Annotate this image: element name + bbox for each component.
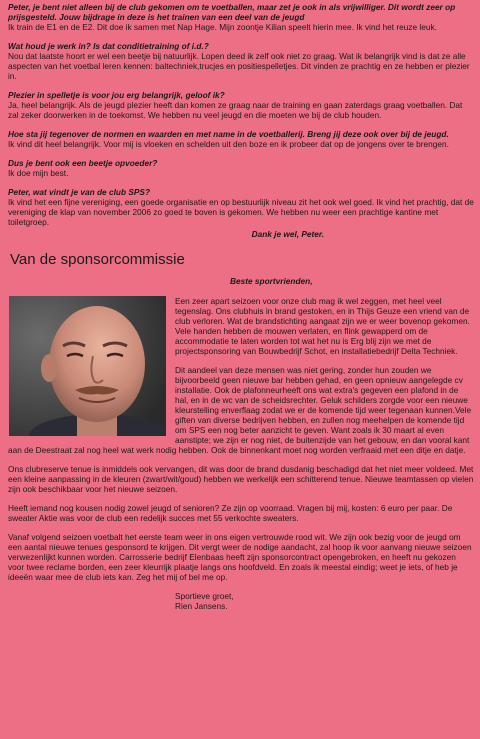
paragraph: Ons clubreserve tenue is inmiddels ook vervangen, dit was door de brand dusdanig beschadigd dat het niet meer voldeed. Met een kleine aanpassing in de kleuren (zwart/wit/goud) hebben we werkelijk een schitterend tenue. Nieuwe teamtassen op vielen zijn ook beschikbaar voor het nieuwe seizoen. — [8, 464, 474, 494]
sponsor-section — [8, 276, 474, 611]
portrait-photo — [9, 296, 166, 436]
qa-block — [8, 187, 474, 227]
qa-block — [8, 158, 474, 178]
answer: Ik train de E1 en de E2. Dit doe ik samen met Nap Hage. Mijn zoontje Kilian speelt hierin mee. Ik vind het reuze leuk. — [8, 22, 437, 32]
question: Plezier in spelletje is voor jou erg belangrijk, geloof ik? — [8, 90, 225, 100]
interview-thanks: Dank je wel, Peter. — [251, 229, 324, 239]
question: Hoe sta jij tegenover de normen en waarden en met name in de voetballerij. Breng jij deze ook over bij de jeugd. — [8, 129, 449, 139]
answer: Ja, heel belangrijk. Als de jeugd plezier heeft dan komen ze graag naar de training en gaan zaterdags graag voetballen. Dat zal zeker doorwerken in de toekomst. We hebben nu veel jeugd en die moeten we bij de club houden. — [8, 100, 463, 120]
paragraph: Een zeer apart seizoen voor onze club mag ik wel zeggen, met heel veel tegenslag. Ons clubhuis in brand gestoken, en in Thijs Geuze een vriend van de club verloren. Wat de brandstichting aangaat zijn we er weer bovenop gekomen. Vele handen hebben de mouwen verlaten, en flink gewapperd om de accommodatie te laten worden tot wat het nu is Erg blij zijn we met de projectsponsoring van Bouwbedrijf Schot, en installatiebedrijf Delta Techniek. — [175, 296, 470, 356]
qa-block — [8, 41, 474, 81]
closing: Sportieve groet, — [175, 591, 234, 601]
answer: Nou dat laatste hoort er wel een beetje bij natuurlijk. Lopen deed ik zelf ook niet zo graag. Wat ik belangrijk vind is dat ze alle aspecten van het voetbal leren kennen: baltechniek,trucjes en positiespelletjes. Dit vinden ze prachtig en ze hebben er plezier in. — [8, 51, 470, 81]
signature-name: Rien Jansens. — [175, 601, 228, 611]
page — [8, 2, 474, 611]
interview-section — [8, 2, 474, 239]
question: Wat houd je werk in? Is dat conditietraining of i.d.? — [8, 41, 209, 51]
answer: Ik vind het een fijne vereniging, een goede organisatie en op bestuurlijk niveau zit het ook wel goed. Ik vind het prachtig, dat de vereniging de klap van november 2006 zo goed te boven is gekomen. We hebben nu weer een prachtige kantine met toiletgroep. — [8, 197, 474, 227]
paragraph: Heeft iemand nog kousen nodig zowel jeugd of senioren? Ze zijn op voorraad. Vragen bij mij, kosten: 6 euro per paar. De sweater Aktie was voor de club een redelijk succes met 55 verkochte sweaters. — [8, 503, 453, 523]
question: Dus je bent ook een beetje opvoeder? — [8, 158, 158, 168]
answer: Ik vind dit heel belangrijk. Voor mij is vloeken en schelden uit den boze en ik probeer dat op de jongens over te brengen. — [8, 139, 449, 149]
question: Peter, je bent niet alleen bij de club gekomen om te voetballen, maar zet je ook in als vrijwilliger. Dit wordt zeer op prijsgesteld. Jouw bijdrage in deze is het trainen van een deel van de jeugd — [8, 2, 456, 22]
qa-block — [8, 90, 474, 120]
qa-block — [8, 2, 474, 32]
paragraph: Dit aandeel van deze mensen was niet gering, zonder hun zouden we bijvoorbeeld geen nieuwe bar hebben gehad, en geen opnieuw aangelegde cv installatie. Ook de plafonneurheeft ons wat extra's gegeven een plafond in de hal, en in de wc van de scheidsrechter. Geluk schilders zorgde voor een nieuwe kleurstelling enverflaag zodat we er de komende tijd weer tegenaan kunnen.Vele giften van diverse bedrijven hebben, en zullen nog meehelpen de komende tijd om SPS een nog beter aanzicht te geven. Want zoals ik 30 maart al even aanstipte; we zijn er nog niet, de buitenzijde van het gebouw, en dan vooral kant aan de Deestraat zal nog heel wat werk nodig hebben. Ook de binnenkant moet nog worden verfraaid met een ditje en datje. — [8, 365, 472, 455]
section-title: Van de sponsorcommissie — [10, 251, 185, 268]
qa-block — [8, 129, 474, 149]
greeting: Beste sportvrienden, — [230, 276, 313, 286]
paragraph: Vanaf volgend seizoen voetbalt het eerste team weer in ons eigen vertrouwde rood wit. We zijn ook bezig voor de jeugd om een aantal nieuwe tenues gesponsord te krijgen. Dit vergt weer de nodige aandacht, zal hoop ik voor aanvang nieuwe seizoen verwezenlijkt kunnen worden. Carrosserie bedrijf Elenbaas heeft zijn sponsorcontract opengebroken, en heeft nu gekozen voor twee reclame borden, een zeer kleurrijk plaatje langs ons hoofdveld. En zoals ik meestal eindig; weet je iets, of heb je ideeën waar mee de club iets kan. Zeg het mij of bel me op. — [8, 532, 472, 582]
question: Peter, wat vindt je van de club SPS? — [8, 187, 151, 197]
answer: Ik doe mijn best. — [8, 168, 69, 178]
